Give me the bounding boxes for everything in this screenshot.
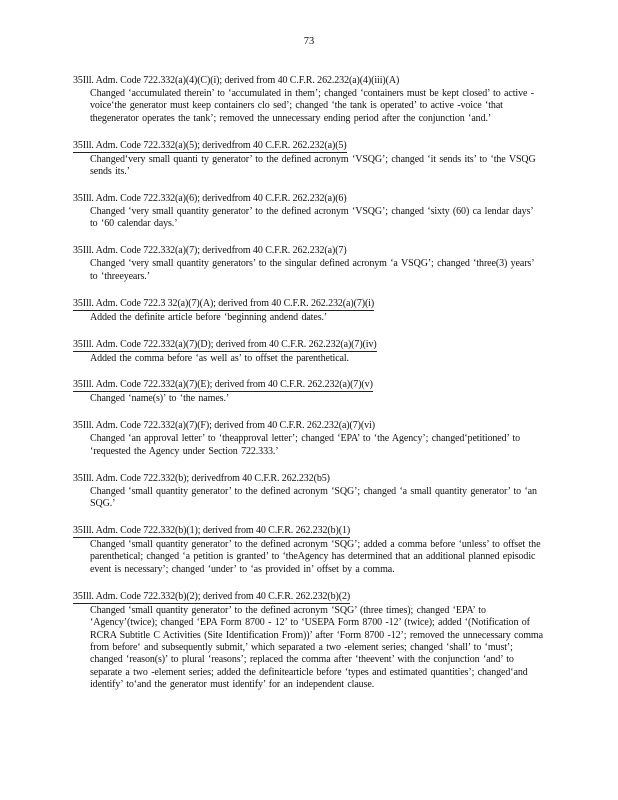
change-description: Changed ‘very small quantity generator’ to the defined acronym ‘VSQG’; changed ‘sixty (60) ca lendar days’ to ‘60 calendar days.’ — [90, 206, 533, 230]
change-description: Changed ‘an approval letter’ to ‘theapproval letter’; changed ‘EPA’ to ‘the Agency’; changed‘petitioned’ to ‘requested the Agency under Section 722.333.’ — [90, 433, 521, 457]
amendment-entry — [73, 70, 543, 125]
change-description: Changed ‘accumulated therein’ to ‘accumulated in them’; changed ‘containers must be kept closed’ to active -voice‘the generator must keep containers clo sed’; changed ‘the tank is operated’ to active -voice ‘that thegenerator operates the tank’; removed the unnecessary ending period after the conjunction ‘and.’ — [90, 88, 534, 124]
change-description: Changed‘very small quanti ty generator’ to the defined acronym ‘VSQG’; changed ‘it sends its’ to ‘the VSQG sends its.’ — [90, 153, 536, 178]
change-description: Changed ‘very small quantity generators’ to the singular defined acronym ‘a VSQG’; changed ‘three(3) years’ to ‘threeyears.’ — [90, 258, 534, 282]
change-description: Changed ‘small quantity generator’ to the defined acronym ‘SQG’; changed ‘a small quantity generator’ to ‘an SQG.’ — [90, 485, 537, 510]
section-citation: 35Ill. Adm. Code 722.332(a)(6); derivedfrom 40 C.F.R. 262.232(a)(6) — [73, 193, 347, 205]
amendment-entry — [73, 586, 543, 692]
amendment-entry — [73, 520, 543, 576]
section-citation: 35Ill. Adm. Code 722.332(a)(4)(C)(i); derived from 40 C.F.R. 262.232(a)(4)(iii)(A) — [73, 75, 400, 86]
section-citation: 35Ill. Adm. Code 722.332(a)(7)(D); derived from 40 C.F.R. 262.232(a)(7)(iv) — [73, 338, 377, 350]
change-description: Changed ‘small quantity generator’ to the defined acronym ‘SQG’ (three times); changed ‘EPA’ to ‘Agency’(twice); changed ‘EPA Form 8700 - 12’ to ‘USEPA Form 8700 -12’ (twice); added ‘(Notification of RCRA Subtitle C Activities (Site Identification From))’ after ‘Form 8700 -12’; removed the unnecessary comma from before‘ and subsequently submit,’ which separated a two -element series; changed ‘shall’ to ‘must’; changed ‘reason(s)’ to plural ‘reasons’; replaced the comma after ‘theevent’ with the conjunction ‘and’ to separate a two -element series; added the definitearticle before ‘types and estimated quantities’; changed‘and identify’ to‘and the generator must identify’ for an independent clause. — [90, 604, 543, 691]
change-description: Changed ‘small quantity generator’ to the defined acronym ‘SQG’; added a comma before ‘unless’ to offset the parenthetical; changed ‘a petition is granted’ to ‘theAgency has determined that an additional planned episodic event is necessary’; changed ‘under’ to ‘as provided in’ offset by a comma. — [90, 539, 541, 575]
section-citation: 35Ill. Adm. Code 722.3 32(a)(7)(A); derived from 40 C.F.R. 262.232(a)(7)(i) — [73, 297, 375, 309]
amendment-entry — [73, 374, 543, 405]
change-description: Changed ‘name(s)’ to ‘the names.’ — [90, 393, 230, 405]
amendment-entry — [73, 293, 543, 324]
amendment-list — [73, 70, 543, 701]
page-number: 73 — [303, 36, 315, 47]
change-description: Added the definite article before ‘beginning andend dates.’ — [90, 311, 328, 323]
section-citation: 35Ill. Adm. Code 722.332(b)(2); derived from 40 C.F.R. 262.232(b)(2) — [73, 590, 351, 602]
section-citation: 35Ill. Adm. Code 722.332(b); derivedfrom 40 C.F.R. 262.232(b5) — [73, 472, 330, 484]
amendment-entry — [73, 334, 543, 365]
amendment-entry — [73, 240, 543, 283]
amendment-entry — [73, 135, 543, 179]
section-citation: 35Ill. Adm. Code 722.332(a)(7); derivedfrom 40 C.F.R. 262.232(a)(7) — [73, 245, 347, 257]
section-citation: 35Ill. Adm. Code 722.332(a)(7)(E); derived from 40 C.F.R. 262.232(a)(7)(v) — [73, 379, 373, 391]
change-description: Added the comma before ‘as well as’ to offset the parenthetical. — [90, 352, 349, 364]
amendment-entry — [73, 415, 543, 458]
amendment-entry — [73, 188, 543, 231]
amendment-entry — [73, 468, 543, 511]
section-citation: 35Ill. Adm. Code 722.332(b)(1); derived from 40 C.F.R. 262.232(b)(1) — [73, 525, 351, 536]
section-citation: 35Ill. Adm. Code 722.332(a)(5); derivedfrom 40 C.F.R. 262.232(a)(5) — [73, 139, 347, 151]
section-citation: 35Ill. Adm. Code 722.332(a)(7)(F); derived from 40 C.F.R. 262.232(a)(7)(vi) — [73, 420, 375, 432]
